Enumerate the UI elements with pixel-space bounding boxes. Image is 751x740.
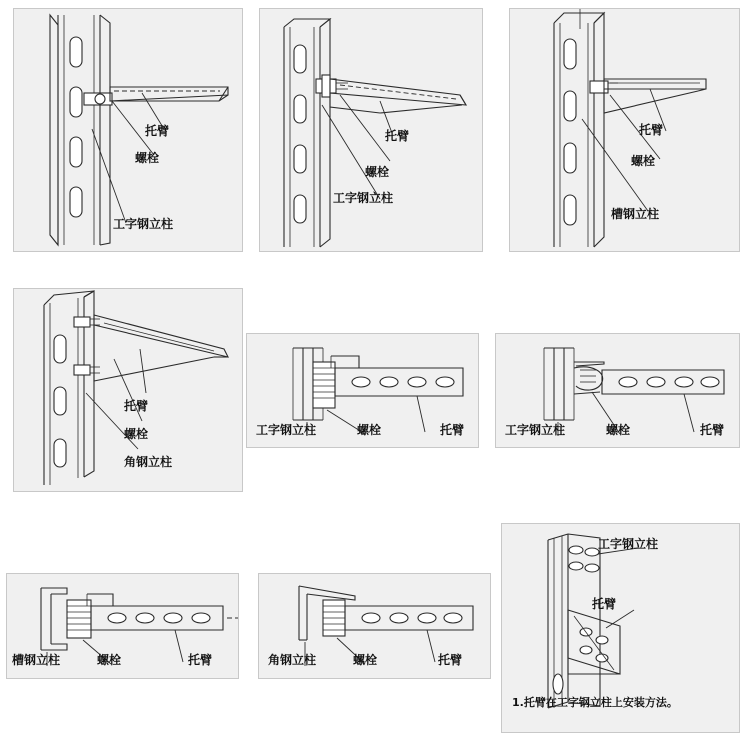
label-bolt-p8: 螺栓 (353, 653, 378, 667)
label-bracket-p1: 托臂 (145, 124, 170, 138)
label-bolt-p1: 螺栓 (135, 151, 160, 165)
label-bracket-p6: 托臂 (700, 423, 725, 437)
label-bracket-p5: 托臂 (440, 423, 465, 437)
label-bolt-p2: 螺栓 (365, 165, 390, 179)
label-column-p8: 角钢立柱 (268, 653, 317, 667)
label-column-p9: 工字钢立柱 (598, 537, 659, 551)
panel-i-beam-column-side-view-1 (13, 8, 243, 252)
label-bolt-p4: 螺栓 (124, 427, 149, 441)
figure-caption: 1.托臂在工字钢立柱上安装方法。 (512, 696, 678, 709)
label-column-p3: 槽钢立柱 (611, 207, 660, 221)
label-column-p6: 工字钢立柱 (505, 423, 566, 437)
label-bolt-p6: 螺栓 (606, 423, 631, 437)
label-bracket-p8: 托臂 (438, 653, 463, 667)
label-bolt-p7: 螺栓 (97, 653, 122, 667)
label-column-p1: 工字钢立柱 (113, 217, 174, 231)
diagram-i-beam-2 (260, 9, 482, 251)
label-column-p5: 工字钢立柱 (256, 423, 317, 437)
label-bracket-p4: 托臂 (124, 399, 149, 413)
label-bracket-p3: 托臂 (639, 123, 664, 137)
label-column-p7: 槽钢立柱 (12, 653, 61, 667)
label-bolt-p3: 螺栓 (631, 154, 656, 168)
panel-i-beam-column-side-view-2 (259, 8, 483, 252)
diagram-i-beam-1 (14, 9, 242, 251)
label-bracket-p9: 托臂 (592, 597, 617, 611)
label-bolt-p5: 螺栓 (357, 423, 382, 437)
label-bracket-p2: 托臂 (385, 129, 410, 143)
label-column-p4: 角钢立柱 (124, 455, 173, 469)
label-bracket-p7: 托臂 (188, 653, 213, 667)
label-column-p2: 工字钢立柱 (333, 191, 394, 205)
